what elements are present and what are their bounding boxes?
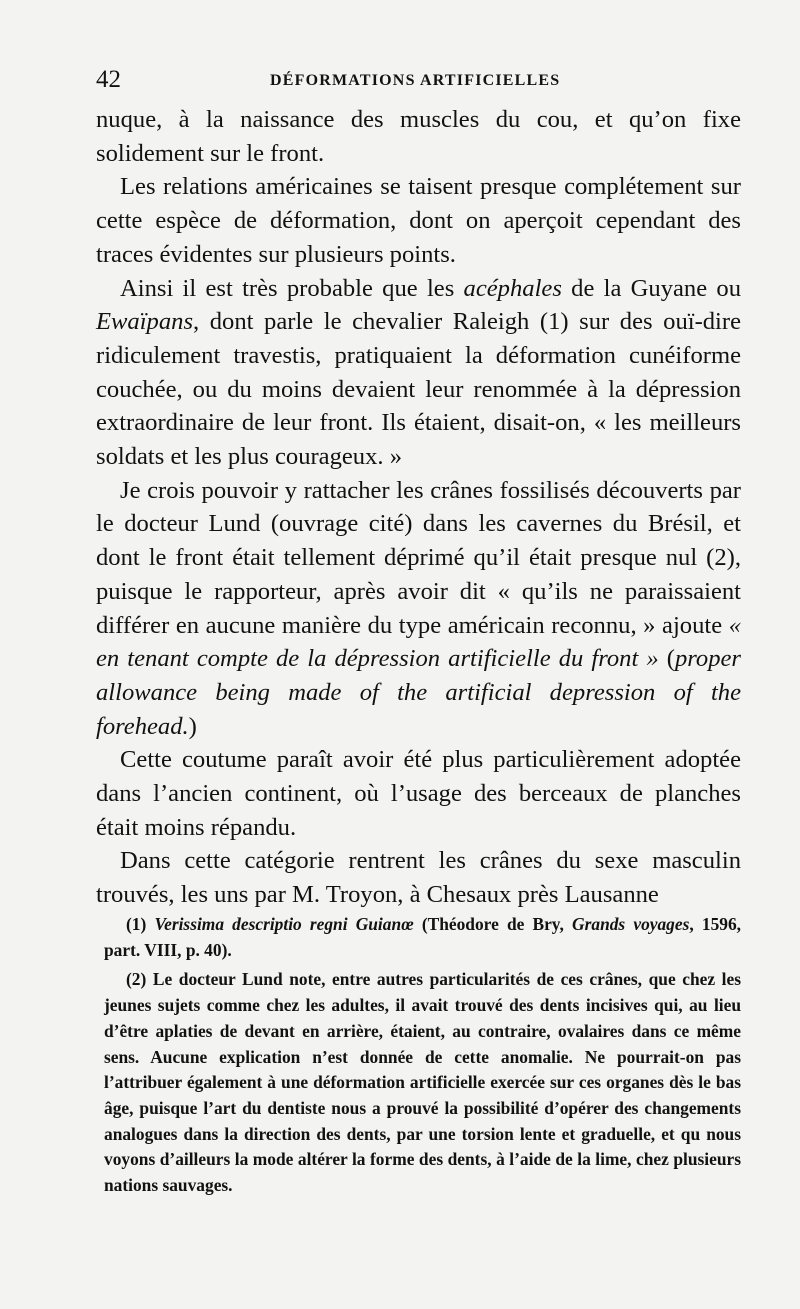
fn1-italic-work: Grands voyages (572, 914, 690, 934)
running-head (96, 66, 741, 100)
p4-italic-quote-en: proper allowance being made of the artificial depression of the forehead. (96, 645, 741, 740)
p3-italic-acephales: acéphales (463, 274, 562, 302)
paragraph-6: Dans cette catégorie rentrent les crânes du sexe masculin trouvés, les uns par M. Troyon, à Chesaux près Lausanne (96, 847, 741, 909)
paragraph-2: Les relations américaines se taisent presque complétement sur cette espèce de déformation, dont on aperçoit cependant des traces évidentes sur plusieurs points. (96, 173, 741, 268)
fn1-marker: (1) (126, 914, 155, 934)
p4-text-a: Je crois pouvoir y rattacher les crânes fossilisés découverts par le docteur Lund (ouvrage cité) dans les cavernes du Brésil, et dont le front était tellement déprimé qu’il était presque nul (2), puisque le rapporteur, après avoir dit « qu’ils ne paraissaient différer en aucune manière du type américain reconnu, » ajoute (96, 476, 741, 639)
footnote-2: (2) Le docteur Lund note, entre autres particularités de ces crânes, que chez les jeunes sujets comme chez les adultes, il avait trouvé des dents incisives qui, au lieu d’être aplaties de devant en arrière, étaient, au contraire, ovalaires dans ce même sens. Aucune explication n’est donnée de cette anomalie. Ne pourrait-on pas l’attribuer également à une déformation artificielle exercée sur ces organes dès le bas âge, puisque l’art du dentiste nous a prouvé la possibilité d’opérer des changements analogues dans la direction des dents, par une torsion lente et graduelle, et qu nous voyons d’ailleurs la mode altérer la forme des dents, à l’aide de la lime, chez plusieurs nations sauvages. (104, 969, 741, 1196)
p4-italic-quote-fr: « en tenant compte de la dépression artificielle du front » (96, 611, 741, 673)
fn1-text-e: , 1596, part. VIII, p. 40). (104, 914, 741, 960)
p4-text-e: ) (188, 712, 197, 740)
p3-italic-ewaipans: Ewaïpans (96, 308, 194, 336)
page-number: 42 (96, 66, 121, 93)
p4-text-c: ( (658, 645, 675, 673)
p3-text-c: de la Guyane ou (561, 274, 742, 302)
footnote-1 (104, 912, 741, 963)
running-title: DÉFORMATIONS ARTIFICIELLES (270, 72, 561, 89)
p3-text-e: , dont parle le chevalier Raleigh (1) sur des ouï-dire ridiculement travestis, pratiquaient la déformation cunéiforme couchée, ou du moins devaient leur renommée à la dépression extraordinaire de leur front. Ils étaient, disait-on, « les meilleurs soldats et les plus courageux. » (96, 308, 741, 471)
body-text (96, 103, 741, 912)
footnotes (104, 912, 741, 1199)
paragraph-1: nuque, à la naissance des muscles du cou, et qu’on fixe solidement sur le front. (96, 106, 741, 167)
paragraph-3 (96, 272, 741, 474)
paragraph-5: Cette coutume paraît avoir été plus particulièrement adoptée dans l’ancien continent, où l’usage des berceaux de planches était moins répandu. (96, 746, 741, 841)
fn1-text-c: (Théodore de Bry, (413, 914, 573, 934)
paragraph-4 (96, 474, 741, 744)
fn1-italic-title: Verissima descriptio regni Guianœ (154, 914, 414, 934)
p3-text-a: Ainsi il est très probable que les (120, 274, 464, 302)
